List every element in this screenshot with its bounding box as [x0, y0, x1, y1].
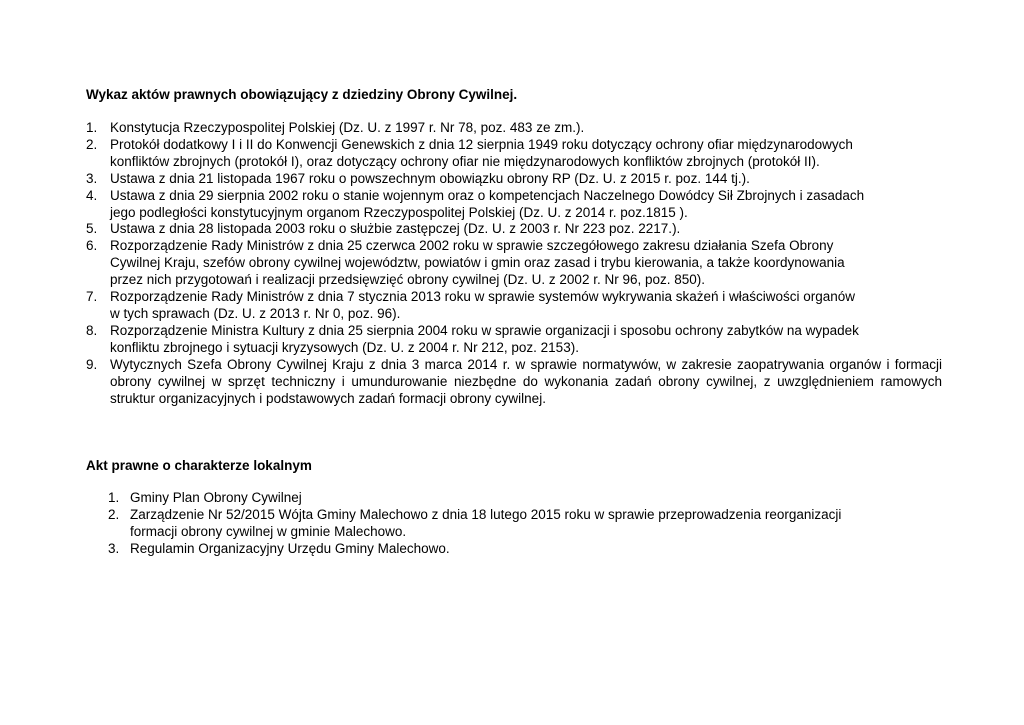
list-item: [108, 541, 908, 558]
acts-heading: Wykaz aktów prawnych obowiązujący z dziedziny Obrony Cywilnej.: [86, 87, 518, 102]
list-item: [108, 507, 908, 541]
item-number: 1.: [86, 120, 98, 135]
item-number: 8.: [86, 322, 98, 338]
item-number: 4.: [86, 187, 98, 203]
item-text: Protokół dodatkowy I i II do Konwencji Genewskich z dnia 12 sierpnia 1949 roku dotyczący ochrony ofiar międzynarodowych konfliktów zbrojnych (protokół I), oraz dotyczący ochrony ofiar nie międzynarodowych konfliktów zbrojnych (protokół II).: [110, 136, 853, 169]
list-item: [86, 171, 942, 188]
item-text: Ustawa z dnia 28 listopada 2003 roku o służbie zastępczej (Dz. U. z 2003 r. Nr 223 poz. 2217.).: [110, 221, 681, 237]
acts-list: [86, 120, 942, 407]
list-item: [86, 221, 942, 238]
list-item: [86, 289, 942, 323]
item-number: 2.: [108, 506, 120, 522]
list-item: [86, 238, 942, 289]
item-text: Ustawa z dnia 29 sierpnia 2002 roku o stanie wojennym oraz o kompetencjach Naczelnego Dowódcy Sił Zbrojnych i zasadach jego podległości konstytucyjnym organom Rzeczypospolitej Polskiej (Dz. U. z 2014 r. poz.1815 ).: [110, 187, 865, 220]
list-item: [86, 137, 942, 171]
item-text: Rozporządzenie Rady Ministrów z dnia 7 stycznia 2013 roku w sprawie systemów wykrywania skażeń i właściwości organów w tych sprawach (Dz. U. z 2013 r. Nr 0, poz. 96).: [110, 289, 856, 321]
item-number: 7.: [86, 289, 98, 305]
item-text: Wytycznych Szefa Obrony Cywilnej Kraju z dnia 3 marca 2014 r. w sprawie normatywów, w zakresie zaopatrywania organów i formacji obrony cywilnej w sprzęt techniczny i umundurowanie niezbędne do wykonania zadań obrony cywilnej, z uwzględnieniem ramowych struktur organizacyjnych i podstawowych zadań formacji obrony cywilnej.: [110, 356, 942, 406]
item-number: 6.: [86, 238, 98, 254]
local-acts-heading: Akt prawne o charakterze lokalnym: [86, 458, 312, 473]
local-acts-list: [108, 490, 908, 558]
list-item: [108, 490, 908, 507]
item-number: 2.: [86, 136, 98, 152]
item-number: 9.: [86, 356, 98, 372]
list-item: [86, 120, 942, 137]
list-item: [86, 323, 942, 357]
item-text: Zarządzenie Nr 52/2015 Wójta Gminy Malechowo z dnia 18 lutego 2015 roku w sprawie przeprowadzenia reorganizacji formacji obrony cywilnej w gminie Malechowo.: [130, 506, 842, 539]
item-text: Rozporządzenie Ministra Kultury z dnia 25 sierpnia 2004 roku w sprawie organizacji i sposobu ochrony zabytków na wypadek konfliktu zbrojnego i sytuacji kryzysowych (Dz. U. z 2004 r. Nr 212, poz. 2153).: [110, 322, 859, 355]
item-text: Ustawa z dnia 21 listopada 1967 roku o powszechnym obowiązku obrony RP (Dz. U. z 2015 r. poz. 144 tj.).: [110, 170, 750, 186]
list-item: [86, 357, 942, 408]
item-number: 3.: [86, 170, 98, 186]
item-text: Regulamin Organizacyjny Urzędu Gminy Malechowo.: [130, 540, 450, 556]
item-number: 3.: [108, 540, 120, 556]
item-number: 1.: [108, 490, 120, 505]
item-text: Gminy Plan Obrony Cywilnej: [130, 490, 302, 505]
list-item: [86, 188, 942, 222]
item-text: Konstytucja Rzeczypospolitej Polskiej (Dz. U. z 1997 r. Nr 78, poz. 483 ze zm.).: [110, 120, 585, 135]
item-number: 5.: [86, 221, 98, 237]
item-text: Rozporządzenie Rady Ministrów z dnia 25 czerwca 2002 roku w sprawie szczegółowego zakresu działania Szefa Obrony Cywilnej Kraju, szefów obrony cywilnej województw, powiatów i gmin oraz zasad i trybu kierowania, a także koordynowania przez nich przygotowań i realizacji przedsięwzięć obrony cywilnej (Dz. U. z 2002 r. Nr 96, poz. 850).: [110, 238, 845, 288]
